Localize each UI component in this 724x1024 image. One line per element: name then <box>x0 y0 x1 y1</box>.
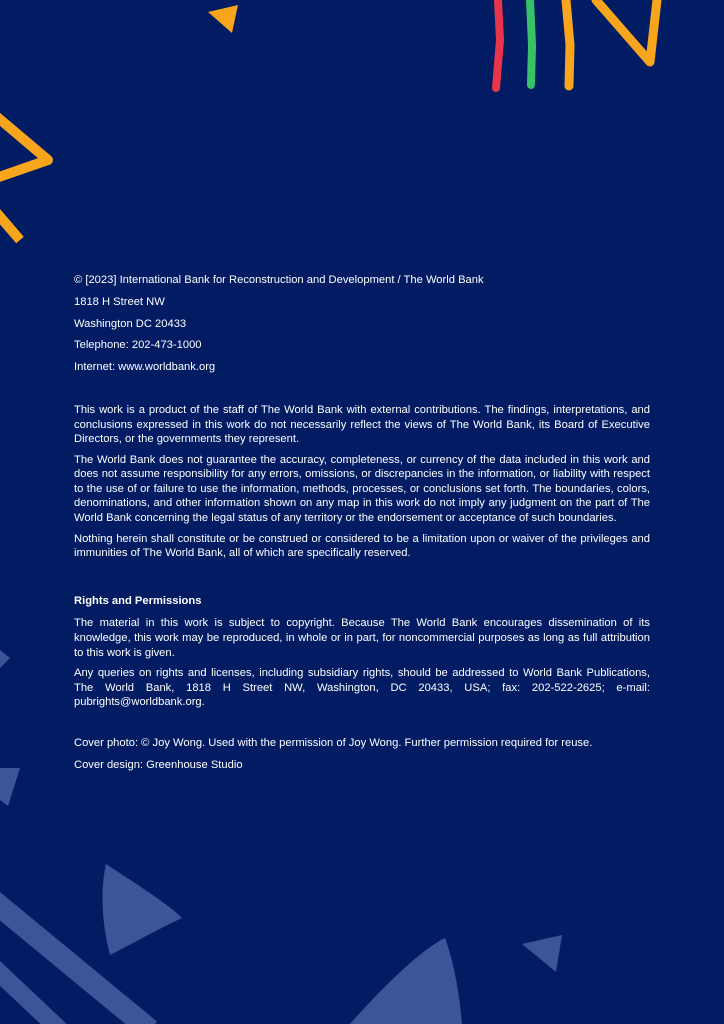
red-stroke <box>496 0 500 88</box>
orange-stroke-2 <box>596 0 657 62</box>
disclaimer-paragraph: The World Bank does not guarantee the accuracy, completeness, or currency of the data included in this work and does not assume responsibility for any errors, omissions, or discrepancies in the information, or liability with respect to the use of or failure to use the information, methods, processes, or conclusions set forth. The boundaries, colors, denominations, and other information shown on any map in this work do not imply any judgment on the part of The World Bank concerning the legal status of any territory or the endorsement or acceptance of such boundaries. <box>74 453 650 525</box>
orange-diagonal-left <box>0 212 20 240</box>
cover-photo-credit: Cover photo: © Joy Wong. Used with the permission of Joy Wong. Further permission required for reuse. <box>74 737 593 749</box>
city-address: Washington DC 20433 <box>74 317 187 330</box>
blue-triangle-bottom-2 <box>522 935 562 972</box>
blue-triangle-bottom-3 <box>350 938 462 1024</box>
internet-address: Internet: www.worldbank.org <box>74 361 216 374</box>
rights-heading: Rights and Permissions <box>74 594 202 607</box>
rights-paragraph: The material in this work is subject to copyright. Because The World Bank encourages dissemination of its knowledge, this work may be reproduced, in whole or in part, for noncommercial purposes as long as full attribution to this work is given. <box>74 617 650 659</box>
copyright-line: © [2023] International Bank for Reconstruction and Development / The World Bank <box>74 274 484 286</box>
disclaimer-paragraph: Nothing herein shall constitute or be construed or considered to be a limitation upon or waiver of the privileges and immunities of The World Bank, all of which are specifically reserved. <box>74 532 650 560</box>
street-address: 1818 H Street NW <box>74 295 165 308</box>
telephone: Telephone: 202-473-1000 <box>74 339 202 352</box>
orange-chevron-left <box>0 116 48 178</box>
green-stroke <box>530 0 532 85</box>
cover-design-credit: Cover design: Greenhouse Studio <box>74 758 243 771</box>
orange-triangle-top <box>208 5 238 33</box>
blue-triangle-bottom-1 <box>103 864 182 955</box>
blue-shape-left-2 <box>0 768 20 806</box>
orange-stroke-1 <box>566 0 570 86</box>
rights-paragraph: Any queries on rights and licenses, including subsidiary rights, should be addressed to World Bank Publications, The World Bank, 1818 H Street NW, Washington, DC 20433, USA; fax: 202-522-2625; e-mail: pubrights@worldbank.org. <box>74 667 650 709</box>
disclaimer-paragraph: This work is a product of the staff of The World Bank with external contributions. The findings, interpretations, and conclusions expressed in this work do not necessarily reflect the views of The World Bank, its Board of Executive Directors, or the governments they represent. <box>74 403 650 446</box>
blue-stripe-bottom-2 <box>0 964 60 1024</box>
blue-shape-left-1 <box>0 650 10 668</box>
copyright-page-content <box>74 273 650 779</box>
